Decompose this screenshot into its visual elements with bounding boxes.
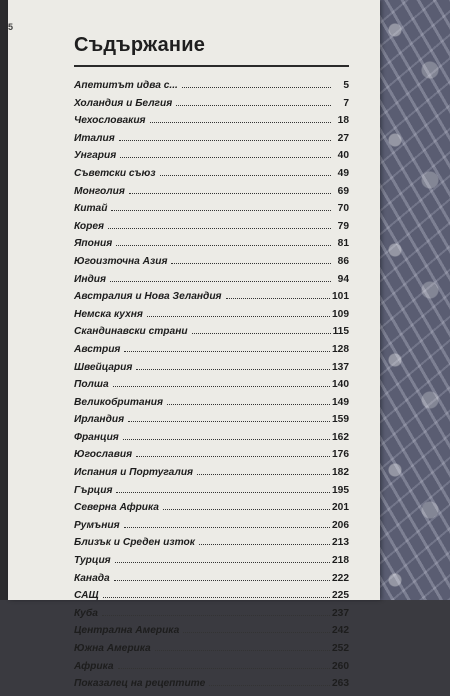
toc-entry-page: 242 xyxy=(332,625,349,637)
toc-entry-title: Италия xyxy=(74,132,115,144)
toc-entry-page: 162 xyxy=(332,431,349,443)
toc-entry-title: Испания и Португалия xyxy=(74,467,194,479)
toc-leader-dots xyxy=(183,632,330,633)
toc-leader-dots xyxy=(176,105,331,106)
toc-entry-title: Полша xyxy=(74,379,109,391)
toc-leader-dots xyxy=(108,228,331,229)
toc-leader-dots xyxy=(160,175,331,176)
toc-entry-title: Съветски съюз xyxy=(74,167,156,179)
toc-leader-dots xyxy=(197,474,330,475)
toc-entry-page: 140 xyxy=(332,379,349,391)
toc-leader-dots xyxy=(115,562,330,563)
toc-entry xyxy=(74,467,349,485)
toc-entry xyxy=(74,291,349,309)
toc-leader-dots xyxy=(147,316,330,317)
toc-leader-dots xyxy=(129,193,331,194)
toc-entry-page: 18 xyxy=(337,115,349,127)
toc-entry-page: 5 xyxy=(343,80,349,91)
toc-leader-dots xyxy=(102,615,330,616)
toc-entry xyxy=(74,520,349,538)
toc-leader-dots xyxy=(155,650,330,651)
toc-entry xyxy=(74,397,349,415)
toc-entry-title: Югославия xyxy=(74,449,133,461)
toc-entry xyxy=(74,555,349,573)
toc-entry-title: Китай xyxy=(74,203,108,215)
toc-entry xyxy=(74,221,349,239)
toc-leader-dots xyxy=(209,685,330,686)
toc-entry-title: Великобритания xyxy=(74,396,163,408)
toc-entry xyxy=(74,98,349,116)
toc-entry-page: 7 xyxy=(343,97,349,109)
toc-entry-title: Немска кухня xyxy=(74,308,143,320)
toc-entry-page: 182 xyxy=(332,467,349,479)
toc-leader-dots xyxy=(128,421,330,422)
toc-entry-title: Монголия xyxy=(74,185,125,197)
toc-entry-title: Австрия xyxy=(74,343,121,355)
page-title: Съдържание xyxy=(74,34,206,56)
toc-entry-title: Корея xyxy=(74,220,104,232)
toc-entry-page: 201 xyxy=(332,502,349,514)
toc-entry-page: 252 xyxy=(332,643,349,654)
toc-entry-page: 86 xyxy=(337,255,349,267)
toc-entry xyxy=(74,432,349,450)
toc-entry-title: Холандия и Белгия xyxy=(74,97,173,109)
toc-entry xyxy=(74,485,349,503)
toc-entry xyxy=(74,625,349,643)
toc-entry-page: 176 xyxy=(332,449,349,461)
toc-entry-title: Скандинавски страни xyxy=(74,326,188,338)
toc-leader-dots xyxy=(167,404,330,405)
toc-entry-title: Северна Африка xyxy=(74,502,159,514)
toc-entry-page: 94 xyxy=(337,273,349,285)
toc-entry-title: Индия xyxy=(74,273,107,285)
toc-entry xyxy=(74,256,349,274)
toc-entry-page: 109 xyxy=(332,308,349,320)
toc-entry-title: Гърция xyxy=(74,484,113,496)
toc-leader-dots xyxy=(110,281,331,282)
toc-entry-title: Близък и Среден изток xyxy=(74,537,195,549)
toc-entry-page: 149 xyxy=(332,396,349,408)
toc-entry xyxy=(74,238,349,256)
toc-entry xyxy=(74,115,349,133)
toc-leader-dots xyxy=(120,157,331,158)
toc-entry xyxy=(74,379,349,397)
toc-entry-title: Швейцария xyxy=(74,361,133,373)
toc-entry-page: 40 xyxy=(337,150,349,162)
toc-entry-page: 195 xyxy=(332,484,349,496)
toc-entry xyxy=(74,186,349,204)
toc-entry-title: Япония xyxy=(74,238,113,250)
toc-entry-title: Унгария xyxy=(74,150,117,162)
toc-leader-dots xyxy=(136,456,330,457)
toc-leader-dots xyxy=(163,509,330,510)
toc-leader-dots xyxy=(150,122,331,123)
toc-entry xyxy=(74,133,349,151)
toc-leader-dots xyxy=(182,87,331,88)
toc-entry-page: 81 xyxy=(337,238,349,250)
toc-entry-page: 237 xyxy=(332,607,349,619)
toc-leader-dots xyxy=(136,369,330,370)
toc-entry xyxy=(74,362,349,380)
toc-leader-dots xyxy=(116,245,331,246)
toc-entry xyxy=(74,414,349,432)
table-of-contents xyxy=(74,80,349,696)
edge-page-number: 5 xyxy=(8,22,14,32)
toc-entry-title: САЩ xyxy=(74,590,99,602)
toc-entry-title: Показалец на рецептите xyxy=(74,678,206,690)
toc-entry xyxy=(74,80,349,98)
toc-entry xyxy=(74,326,349,344)
toc-entry xyxy=(74,590,349,608)
toc-entry xyxy=(74,449,349,467)
toc-entry-page: 263 xyxy=(332,678,349,690)
toc-leader-dots xyxy=(111,210,331,211)
toc-entry-page: 27 xyxy=(337,132,349,144)
toc-entry-title: Ирландия xyxy=(74,414,125,426)
background-fabric xyxy=(375,0,450,600)
toc-entry-page: 70 xyxy=(337,203,349,215)
toc-leader-dots xyxy=(124,527,330,528)
toc-entry-title: Австралия и Нова Зеландия xyxy=(74,291,222,303)
title-rule xyxy=(74,65,349,67)
toc-entry xyxy=(74,150,349,168)
toc-entry xyxy=(74,274,349,292)
toc-entry-page: 260 xyxy=(332,660,349,672)
toc-leader-dots xyxy=(199,544,330,545)
toc-entry-page: 79 xyxy=(337,220,349,232)
toc-entry xyxy=(74,678,349,696)
toc-entry-title: Чехословакия xyxy=(74,115,146,127)
toc-entry xyxy=(74,344,349,362)
toc-entry xyxy=(74,537,349,555)
toc-entry-page: 222 xyxy=(332,572,349,584)
toc-leader-dots xyxy=(103,597,330,598)
toc-entry xyxy=(74,168,349,186)
toc-entry-page: 225 xyxy=(332,590,349,602)
toc-entry-page: 218 xyxy=(332,555,349,567)
toc-entry-title: Африка xyxy=(74,660,114,672)
toc-entry-title: Франция xyxy=(74,431,119,443)
toc-entry-page: 69 xyxy=(337,185,349,197)
toc-leader-dots xyxy=(123,439,330,440)
toc-entry xyxy=(74,643,349,661)
toc-entry-title: Апетитът идва с... xyxy=(74,80,178,91)
toc-entry-page: 206 xyxy=(332,519,349,531)
toc-entry xyxy=(74,203,349,221)
toc-entry-title: Куба xyxy=(74,607,98,619)
toc-leader-dots xyxy=(226,298,330,299)
toc-entry-page: 159 xyxy=(332,414,349,426)
toc-entry-page: 137 xyxy=(332,361,349,373)
toc-entry-title: Югоизточна Азия xyxy=(74,255,168,267)
toc-entry-title: Южна Америка xyxy=(74,643,151,654)
toc-entry xyxy=(74,309,349,327)
toc-entry-title: Централна Америка xyxy=(74,625,180,637)
toc-entry-title: Румъния xyxy=(74,519,120,531)
toc-entry xyxy=(74,573,349,591)
toc-entry-page: 213 xyxy=(332,537,349,549)
toc-entry xyxy=(74,661,349,679)
toc-leader-dots xyxy=(114,580,330,581)
toc-leader-dots xyxy=(192,333,331,334)
toc-leader-dots xyxy=(113,386,330,387)
toc-entry-page: 115 xyxy=(332,326,349,338)
toc-entry xyxy=(74,502,349,520)
toc-entry-title: Турция xyxy=(74,555,111,567)
toc-entry-page: 101 xyxy=(332,291,349,303)
toc-leader-dots xyxy=(119,140,331,141)
toc-entry-page: 49 xyxy=(337,167,349,179)
toc-leader-dots xyxy=(171,263,331,264)
toc-entry-page: 128 xyxy=(332,343,349,355)
book-page xyxy=(8,0,380,690)
toc-leader-dots xyxy=(118,668,330,669)
toc-leader-dots xyxy=(124,351,330,352)
toc-leader-dots xyxy=(116,492,330,493)
toc-entry xyxy=(74,608,349,626)
toc-entry-title: Канада xyxy=(74,572,110,584)
